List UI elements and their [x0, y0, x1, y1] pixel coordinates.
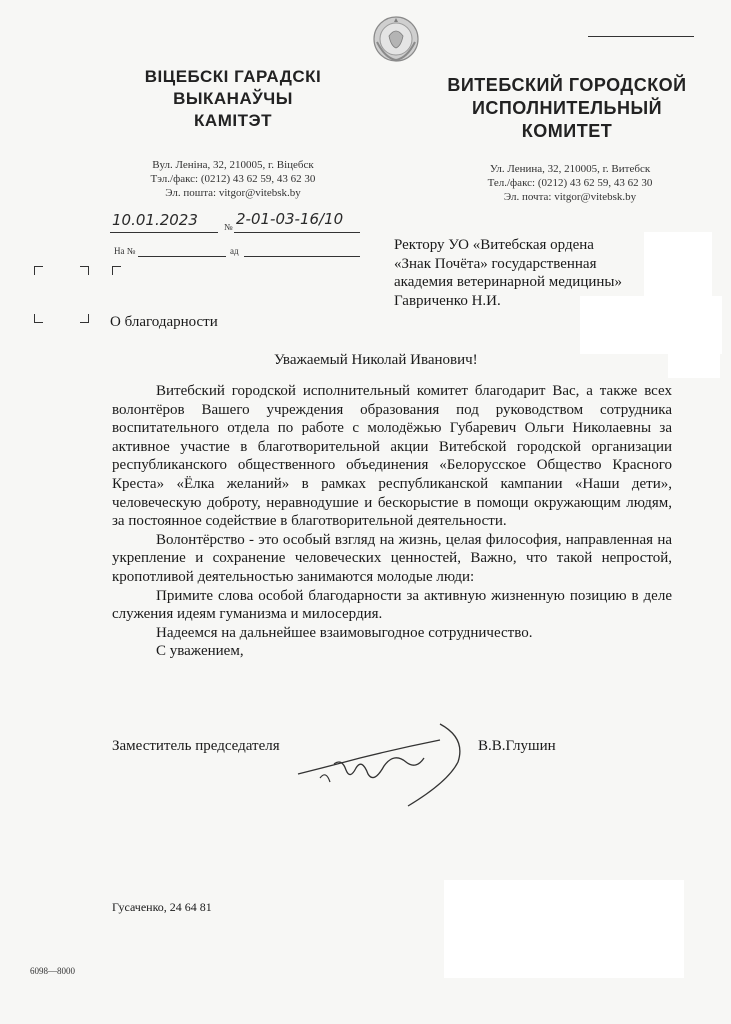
- body-paragraph: Надеемся на дальнейшее взаимовыгодное сотрудничество.: [156, 624, 533, 641]
- form-code: 6098—8000: [30, 966, 75, 976]
- body-paragraph: Витебский городской исполнительный комитет благодарит Вас, а также всех волонтёров Вашего учреждения образования под руководством сотрудника воспитательного отдела по работе с молодёжью Губаревич Ольги Николаевны за активное участие в благотворительной акции Витебской городской организации республиканского общественного объединения «Белорусское Общество Красного Креста» «Ёлка желаний» в рамках республиканской кампании «Наши дети», человеческую доброту, неравнодушие и бескорыстие в помощи окружающим людям, за постоянное содействие в благотворительной деятельности.: [112, 383, 672, 530]
- salutation: Уважаемый Николай Иванович!: [274, 352, 478, 368]
- header-ru-line2: ИСПОЛНИТЕЛЬНЫЙ: [471, 98, 663, 118]
- header-by-address: [118, 158, 348, 200]
- corner-mark-tl2: [112, 266, 121, 275]
- addressee-line1: Ректору УО «Витебская ордена: [394, 237, 594, 253]
- addressee-line3: академия ветеринарной медицины»: [394, 274, 622, 290]
- header-by-addr3: Эл. пошта: vitgor@vitebsk.by: [165, 187, 301, 199]
- body-paragraph: Примите слова особой благодарности за активную жизненную позицию в деле служения идеям гуманизма и милосердия.: [112, 587, 672, 623]
- reg-na-label: На №: [114, 246, 136, 256]
- signature-position: Заместитель председателя: [112, 738, 280, 754]
- top-right-rule: [588, 36, 694, 37]
- reg-date: 10.01.2023: [112, 211, 198, 229]
- emblem-icon: [371, 14, 421, 64]
- corner-mark-tr: [80, 266, 89, 275]
- header-ru-addr2: Тел./факс: (0212) 43 62 59, 43 62 30: [487, 177, 653, 189]
- header-by-line2: ВЫКАНАЎЧЫ: [173, 89, 293, 108]
- body-paragraph: С уважением,: [156, 643, 244, 660]
- header-ru-address: [450, 162, 690, 204]
- reg-num-prefix: №: [224, 222, 233, 232]
- reg-date-rule: [110, 232, 218, 233]
- body-paragraph: Волонтёрство - это особый взгляд на жизнь, целая философия, направленная на укрепление и сохранение человеческих ценностей, Важно, что такой непростой, кропотливой деятельностью занимаются молодые люди:: [112, 531, 672, 585]
- corner-mark-tl: [34, 266, 43, 275]
- reg-number-rule: [234, 232, 360, 233]
- signature-name: В.В.Глушин: [478, 738, 556, 754]
- reg-ad-label: ад: [230, 246, 239, 256]
- header-by-addr1: Вул. Леніна, 32, 210005, г. Віцебск: [152, 159, 314, 171]
- header-by-line1: ВІЦЕБСКІ ГАРАДСКІ: [144, 67, 322, 86]
- header-ru-title: [432, 74, 702, 143]
- header-by-title: [118, 66, 348, 132]
- redaction-box: [668, 354, 720, 378]
- addressee-line4: Гавриченко Н.И.: [394, 292, 501, 309]
- executor-info: Гусаченко, 24 64 81: [112, 900, 212, 914]
- corner-mark-bl: [34, 314, 43, 323]
- header-by-line3: КАМІТЭТ: [194, 111, 272, 130]
- reg-na-rule: [138, 256, 226, 257]
- header-ru-addr1: Ул. Ленина, 32, 210005, г. Витебск: [489, 163, 651, 175]
- corner-mark-br: [80, 314, 89, 323]
- reg-ad-rule: [244, 256, 360, 257]
- header-ru-addr3: Эл. почта: vitgor@vitebsk.by: [503, 191, 637, 203]
- subject-line: О благодарности: [110, 314, 218, 330]
- redaction-box: [444, 880, 684, 978]
- letter-body: [112, 382, 672, 661]
- addressee-line2: «Знак Почёта» государственная: [394, 255, 597, 272]
- reg-number: 2-01-03-16/10: [236, 210, 344, 228]
- header-ru-line1: ВИТЕБСКИЙ ГОРОДСКОЙ: [447, 75, 687, 95]
- handwritten-signature: [290, 718, 470, 810]
- redaction-box: [580, 296, 722, 354]
- header-by-addr2: Тэл./факс: (0212) 43 62 59, 43 62 30: [150, 173, 316, 185]
- redaction-box: [644, 232, 712, 296]
- header-ru-line3: КОМИТЕТ: [521, 121, 613, 141]
